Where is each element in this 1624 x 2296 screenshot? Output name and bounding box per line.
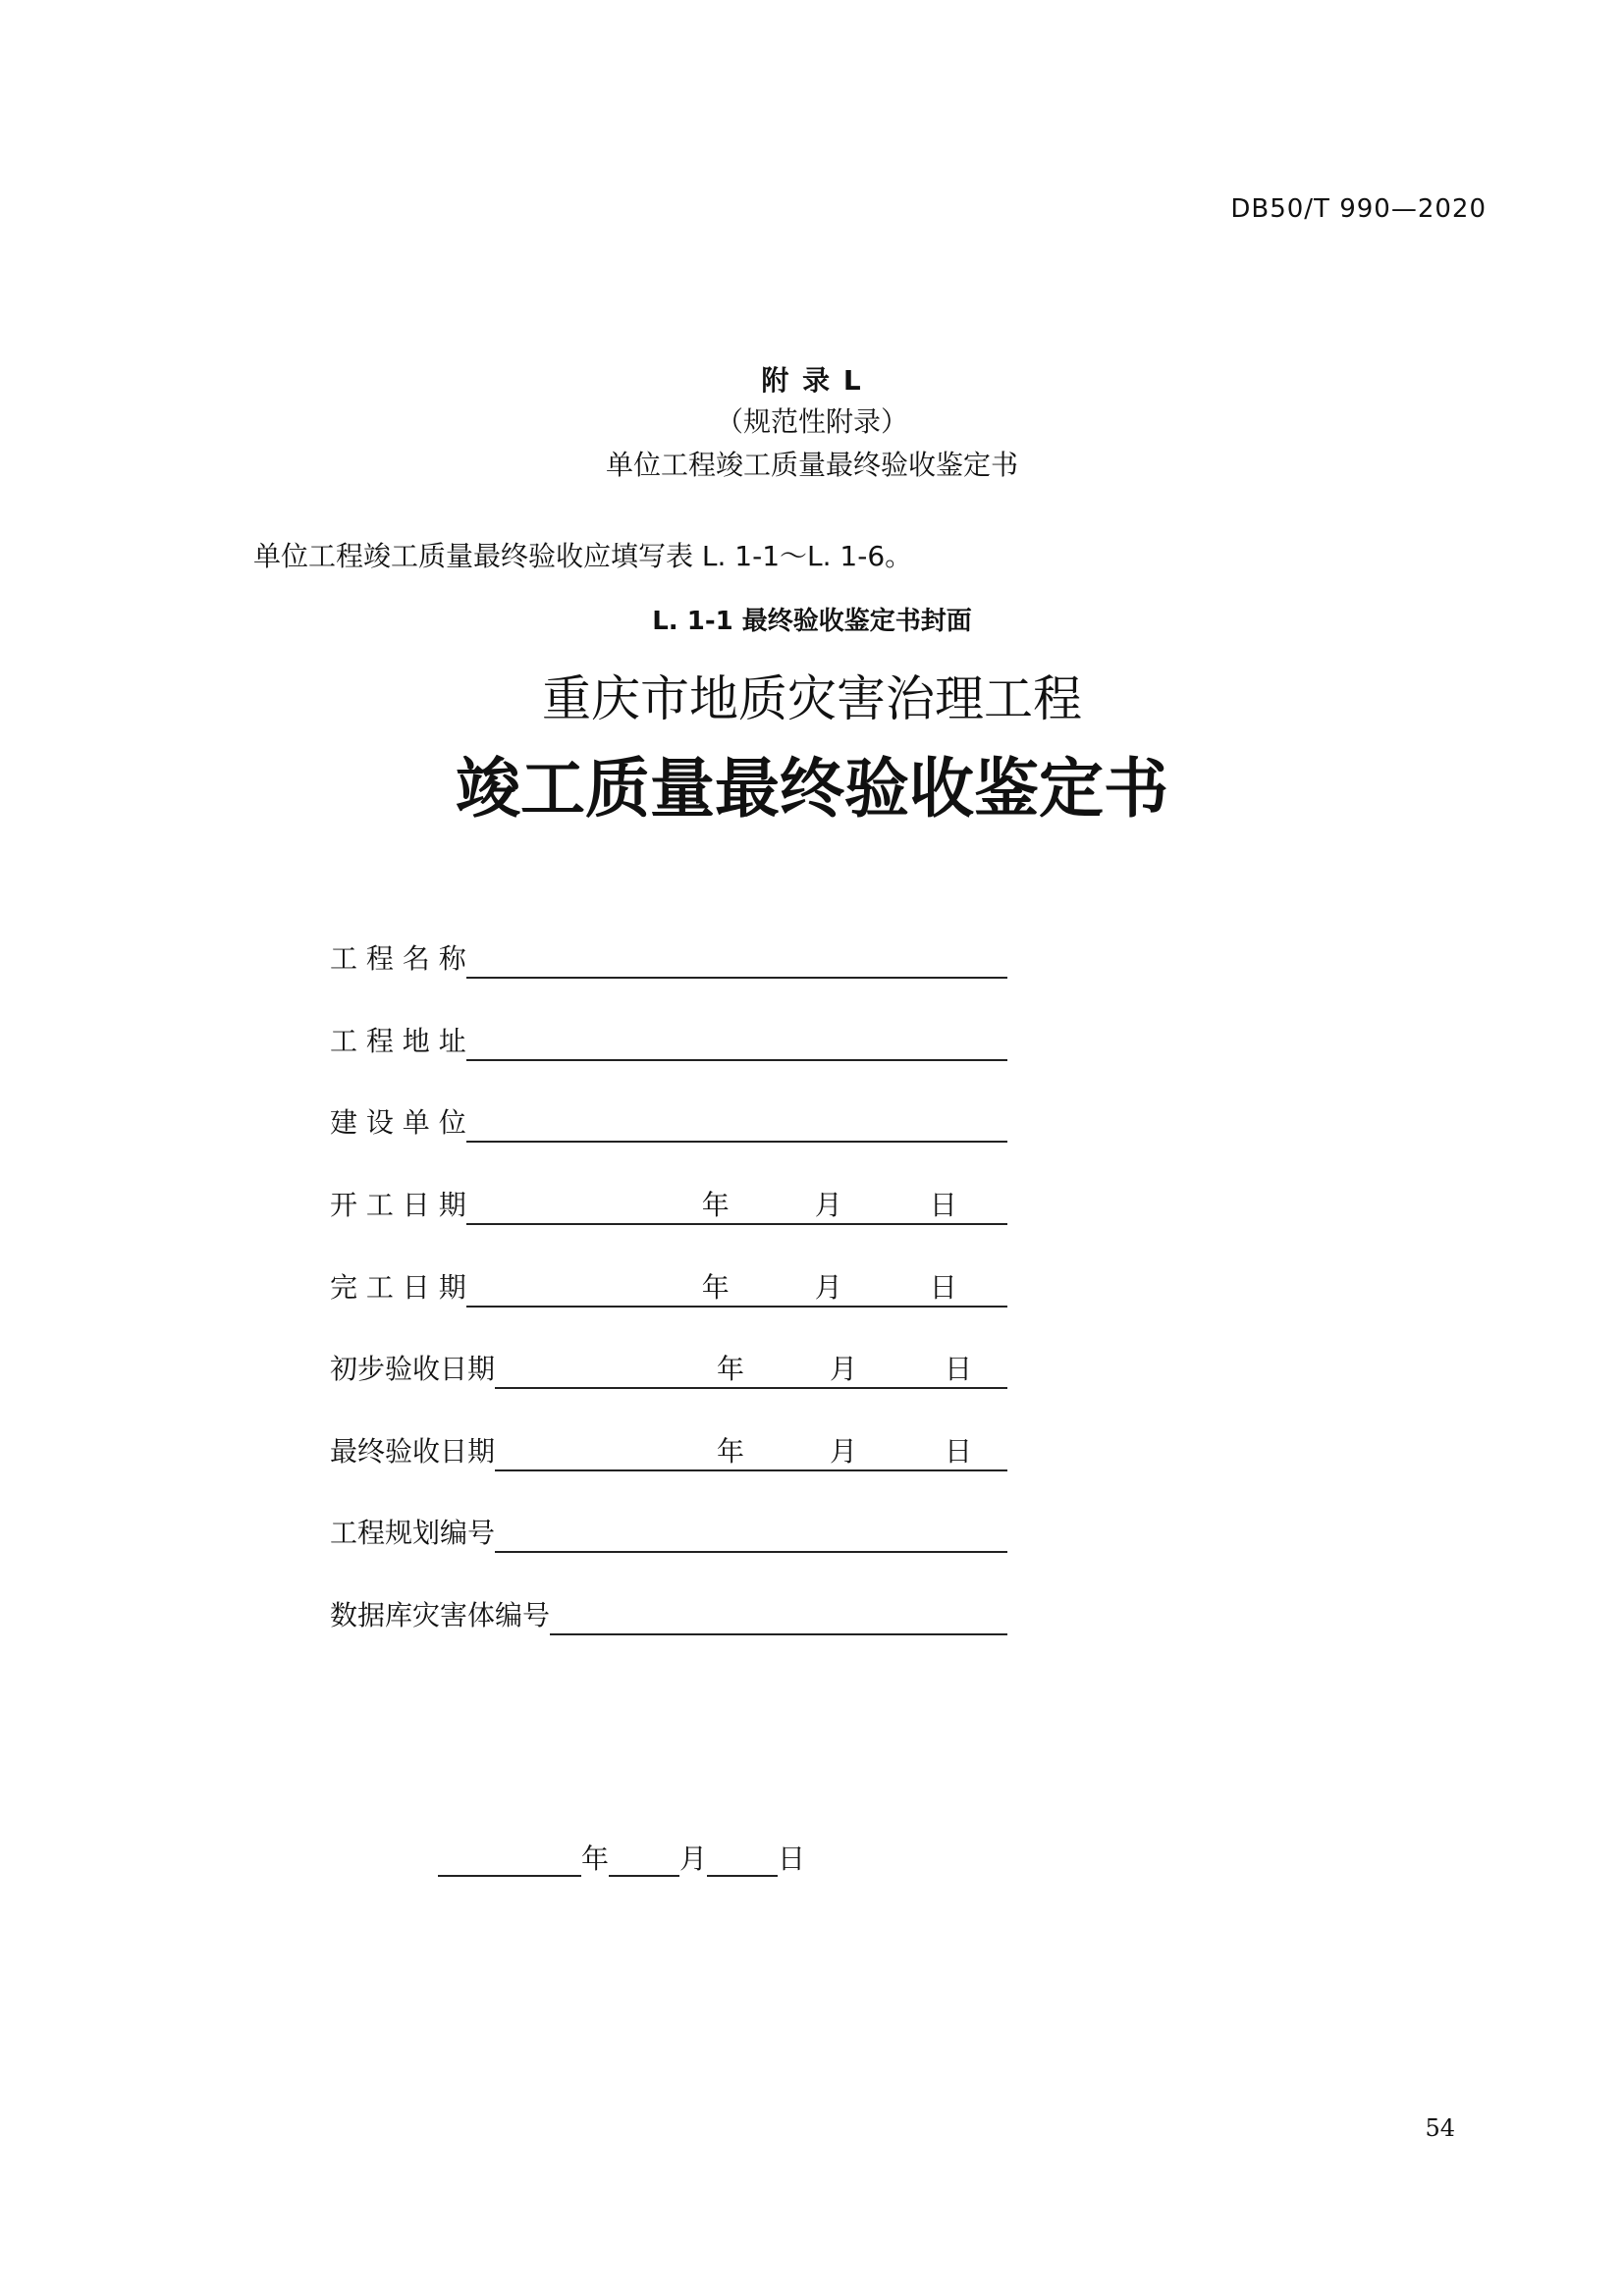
field-project-address [330, 1020, 1007, 1061]
start-date-blank[interactable] [466, 1188, 1007, 1225]
hazard-number-blank[interactable] [550, 1598, 1007, 1635]
month-label: 月 [814, 1189, 842, 1221]
cover-title-line2: 竣工质量最终验收鉴定书 [456, 751, 1168, 827]
project-name-blank[interactable] [466, 941, 1007, 979]
field-preliminary-acceptance-date [330, 1348, 1007, 1389]
standard-code: DB50/T 990—2020 [1230, 194, 1487, 224]
builder-unit-blank[interactable] [466, 1105, 1007, 1143]
field-label: 开 工 日 期 [330, 1189, 466, 1221]
month-label: 月 [830, 1353, 858, 1385]
year-label: 年 [701, 1189, 730, 1221]
sign-date [438, 1838, 805, 1877]
appendix-subtitle: （规范性附录） [715, 405, 908, 438]
sign-year-blank[interactable] [438, 1845, 581, 1877]
year-label: 年 [701, 1271, 730, 1304]
instruction-text: 单位工程竣工质量最终验收应填写表 L. 1-1～L. 1-6。 [253, 540, 913, 572]
sign-day-label: 日 [778, 1842, 806, 1875]
field-label: 最终验收日期 [330, 1435, 496, 1468]
page-number: 54 [1425, 2114, 1455, 2142]
field-label: 初步验收日期 [330, 1353, 496, 1385]
day-label: 日 [945, 1353, 973, 1385]
final-date-blank[interactable] [495, 1434, 1007, 1471]
preliminary-date-blank[interactable] [495, 1352, 1007, 1389]
cover-title-line1: 重庆市地质灾害治理工程 [542, 670, 1082, 727]
field-label: 工 程 名 称 [330, 942, 466, 975]
completion-date-blank[interactable] [466, 1270, 1007, 1308]
planning-number-blank[interactable] [495, 1516, 1007, 1553]
field-planning-number [330, 1512, 1007, 1553]
table-caption: L. 1-1 最终验收鉴定书封面 [652, 607, 972, 636]
appendix-title: 附 录 L [761, 364, 863, 397]
sign-month-label: 月 [679, 1842, 708, 1875]
year-label: 年 [717, 1435, 745, 1468]
field-final-acceptance-date [330, 1430, 1007, 1471]
appendix-name: 单位工程竣工质量最终验收鉴定书 [605, 449, 1018, 481]
field-completion-date [330, 1266, 1007, 1308]
month-label: 月 [830, 1435, 858, 1468]
field-project-name [330, 937, 1007, 979]
sign-month-blank[interactable] [609, 1845, 679, 1877]
field-database-hazard-number [330, 1594, 1007, 1635]
field-label: 工程规划编号 [330, 1517, 496, 1549]
field-label: 数据库灾害体编号 [330, 1599, 551, 1631]
field-label: 建 设 单 位 [330, 1106, 466, 1139]
day-label: 日 [929, 1189, 957, 1221]
day-label: 日 [945, 1435, 973, 1468]
year-label: 年 [717, 1353, 745, 1385]
field-start-date [330, 1184, 1007, 1225]
field-label: 完 工 日 期 [330, 1271, 466, 1304]
day-label: 日 [929, 1271, 957, 1304]
month-label: 月 [814, 1271, 842, 1304]
sign-day-blank[interactable] [707, 1845, 778, 1877]
project-address-blank[interactable] [466, 1024, 1007, 1061]
field-builder-unit [330, 1101, 1007, 1143]
sign-year-label: 年 [581, 1842, 610, 1875]
field-label: 工 程 地 址 [330, 1025, 466, 1057]
